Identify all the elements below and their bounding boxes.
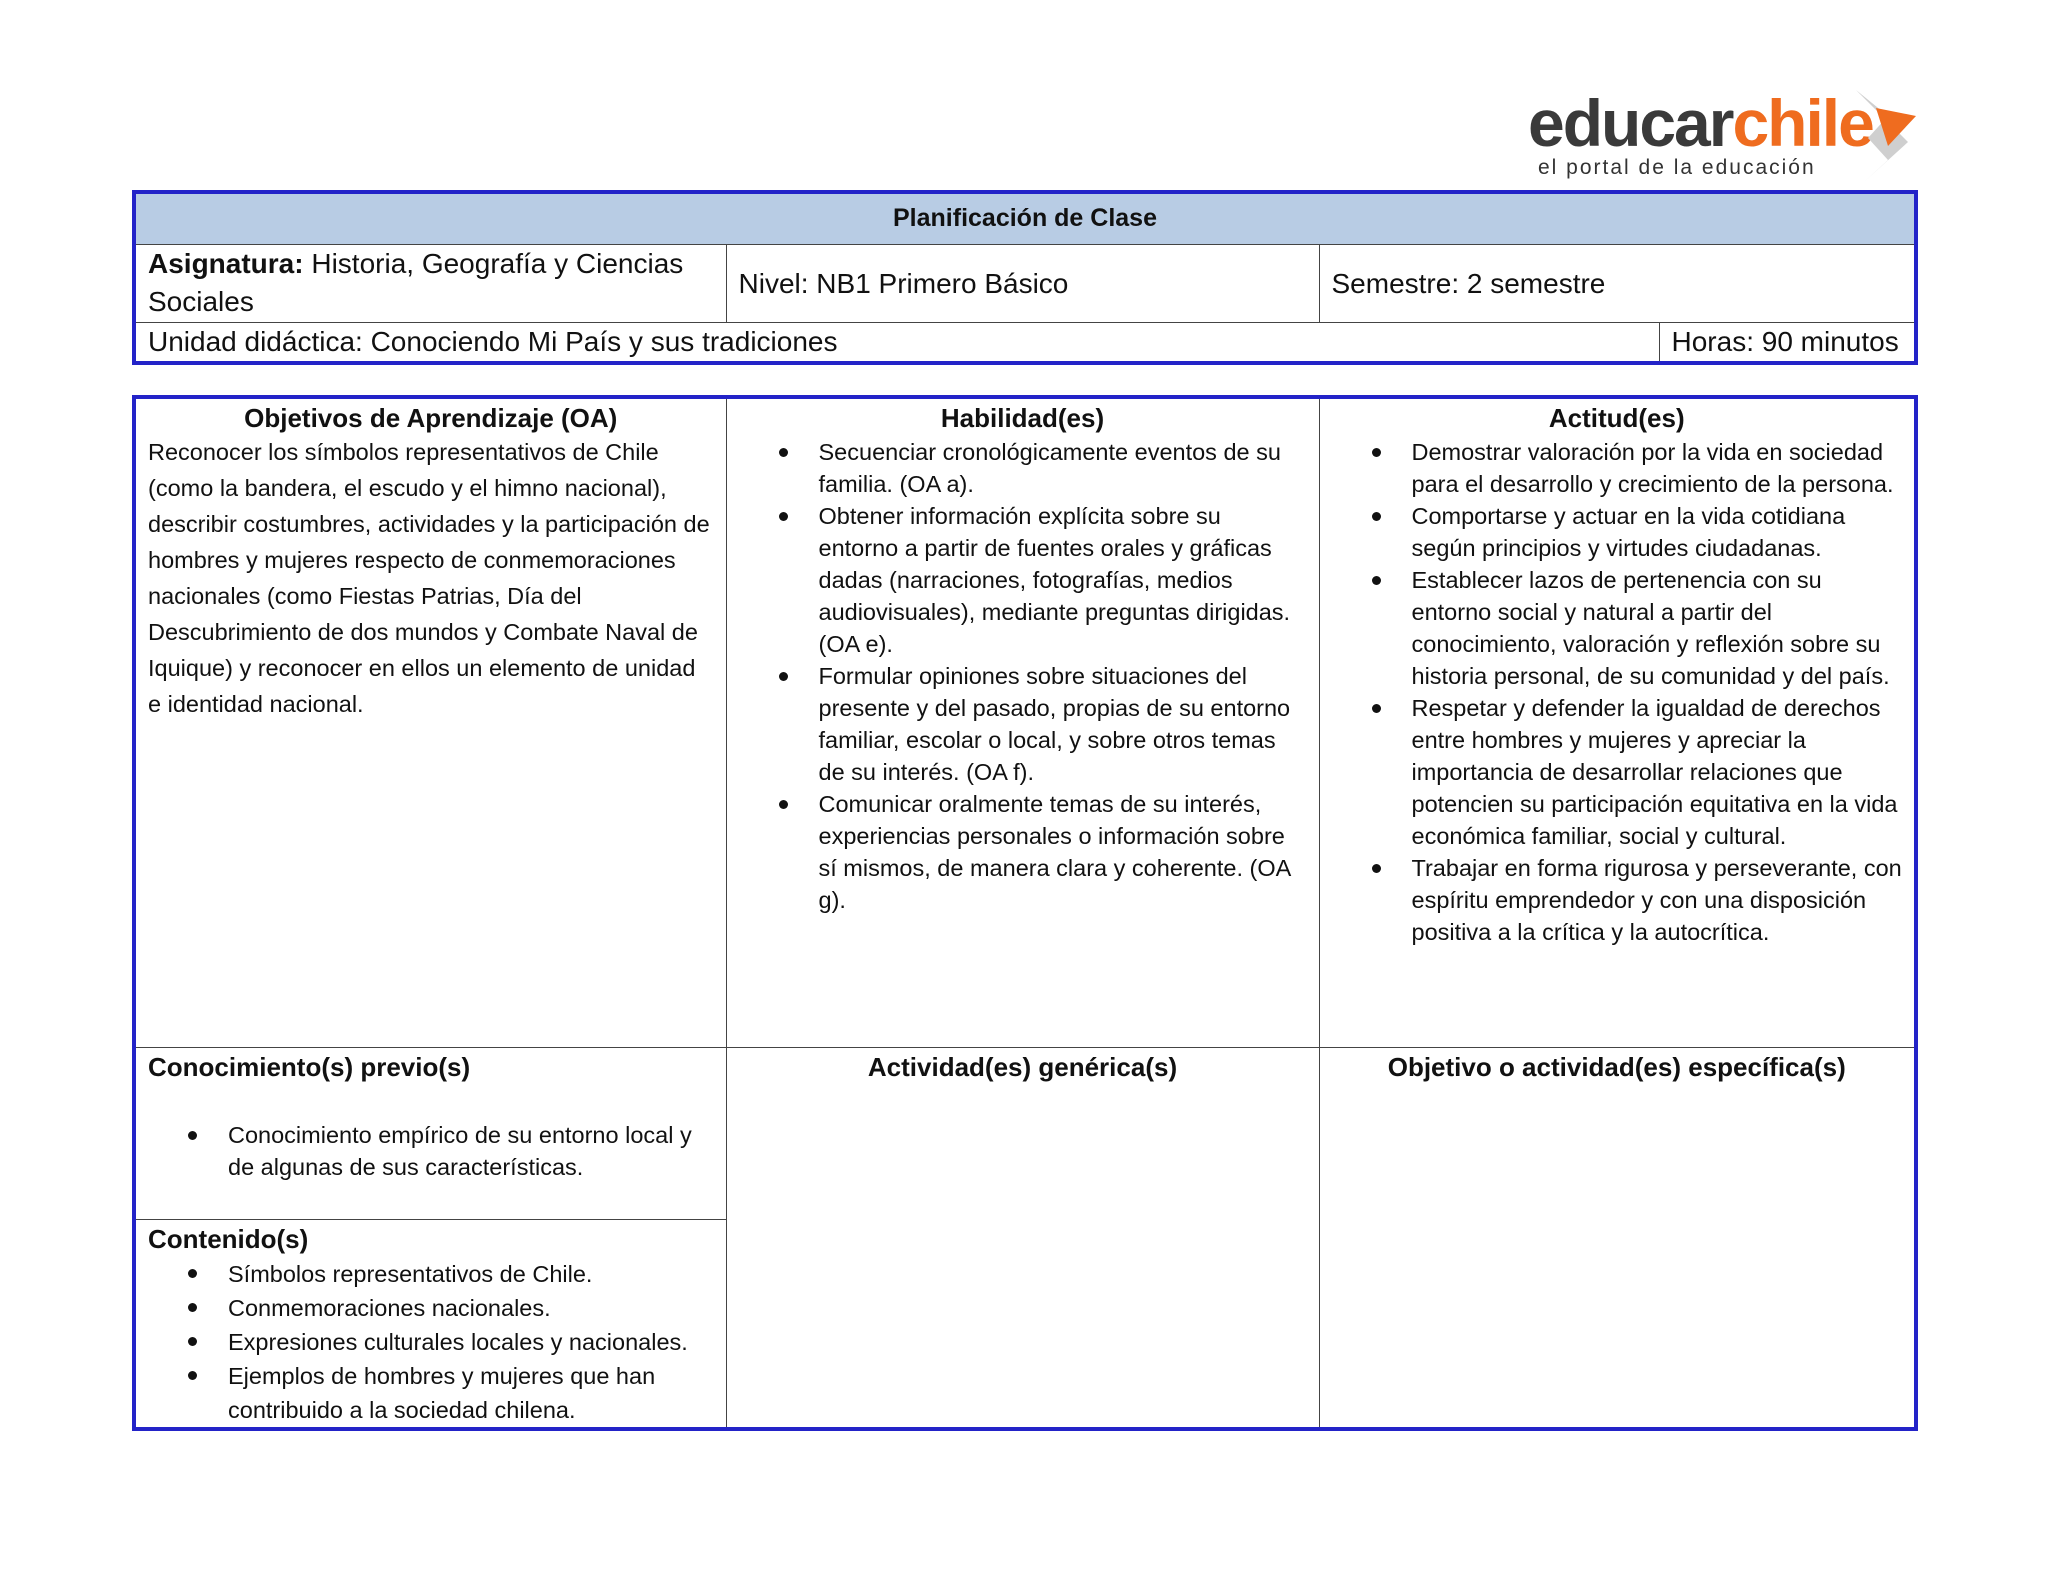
list-item: Establecer lazos de pertenencia con su entorno social y natural a partir del conocimiento, valoración y reflexión sobre su historia personal, de su comunidad y del país. [1412,564,1903,692]
logo-tagline: el portal de la educación [1538,156,1816,179]
unidad-cell: Unidad didáctica: Conociendo Mi País y sus tradiciones [134,323,1659,363]
page-title: Planificación de Clase [134,192,1916,245]
list-item: Respetar y defender la igualdad de derechos entre hombres y mujeres y apreciar la importancia de desarrollar relaciones que potencien su participación equitativa en la vida económica familiar, social y cultural. [1412,692,1903,852]
educarchile-logo [1528,86,1928,190]
list-item: Secuenciar cronológicamente eventos de su familia. (OA a). [819,436,1307,500]
habilidades-cell [726,397,1319,1047]
asignatura-label: Asignatura: [148,248,304,279]
planning-table [132,395,1918,1431]
objetivos-cell [134,397,726,1047]
list-item: Comunicar oralmente temas de su interés, experiencias personales o información sobre sí mismos, de manera clara y coherente. (OA g). [819,788,1307,916]
actitudes-cell [1319,397,1916,1047]
asignatura-value: Historia, Geografía y Ciencias Sociales [148,248,684,317]
list-item: Comportarse y actuar en la vida cotidiana según principios y virtudes ciudadanas. [1412,500,1903,564]
list-item: Obtener información explícita sobre su entorno a partir de fuentes orales y gráficas dadas (narraciones, fotografías, medios audiovisuales), mediante preguntas dirigidas. (OA e). [819,500,1307,660]
actitudes-list [1332,436,1903,948]
conocimientos-title: Conocimiento(s) previo(s) [148,1051,471,1082]
horas-cell: Horas: 90 minutos [1659,323,1916,363]
conocimientos-list [148,1119,714,1183]
contenidos-list [148,1257,714,1427]
asignatura-cell [134,245,726,323]
actitudes-title: Actitud(es) [1548,403,1685,433]
semestre-cell: Semestre: 2 semestre [1319,245,1916,323]
contenidos-title: Contenido(s) [148,1223,309,1254]
list-item: Formular opiniones sobre situaciones del presente y del pasado, propias de su entorno familiar, escolar o local, y sobre otros temas de su interés. (OA f). [819,660,1307,788]
list-item: Ejemplos de hombres y mujeres que han contribuido a la sociedad chilena. [228,1359,714,1427]
list-item: Expresiones culturales locales y nacionales. [228,1325,714,1359]
header-table [132,190,1918,365]
objetivos-title: Objetivos de Aprendizaje (OA) [244,403,618,433]
list-item: Conocimiento empírico de su entorno local y de algunas de sus características. [228,1119,714,1183]
list-item: Conmemoraciones nacionales. [228,1291,714,1325]
list-item: Demostrar valoración por la vida en sociedad para el desarrollo y crecimiento de la persona. [1412,436,1903,500]
nivel-cell: Nivel: NB1 Primero Básico [726,245,1319,323]
conocimientos-cell [134,1047,726,1219]
logo-wordmark [1528,86,1873,160]
logo-arrow-icon [1848,86,1918,186]
objetivos-text: Reconocer los símbolos representativos de Chile (como la bandera, el escudo y el himno nacional), describir costumbres, actividades y la participación de hombres y mujeres respecto de conmemoraciones nacionales (como Fiestas Patrias, Día del Descubrimiento de dos mundos y Combate Naval de Iquique) y reconocer en ellos un elemento de unidad e identidad nacional. [148,439,710,718]
habilidades-title: Habilidad(es) [940,403,1105,433]
contenidos-cell [134,1219,726,1429]
actividades-especificas-cell [1319,1047,1916,1429]
actividades-genericas-title: Actividad(es) genérica(s) [867,1051,1178,1082]
list-item: Símbolos representativos de Chile. [228,1257,714,1291]
actividades-especificas-title: Objetivo o actividad(es) específica(s) [1387,1051,1846,1082]
actividades-genericas-cell [726,1047,1319,1429]
habilidades-list [739,436,1307,916]
logo-name-part1: educar [1528,86,1733,160]
list-item: Trabajar en forma rigurosa y perseverante, con espíritu emprendedor y con una disposición positiva a la crítica y la autocrítica. [1412,852,1903,948]
logo-name-part2: chile [1732,86,1873,160]
